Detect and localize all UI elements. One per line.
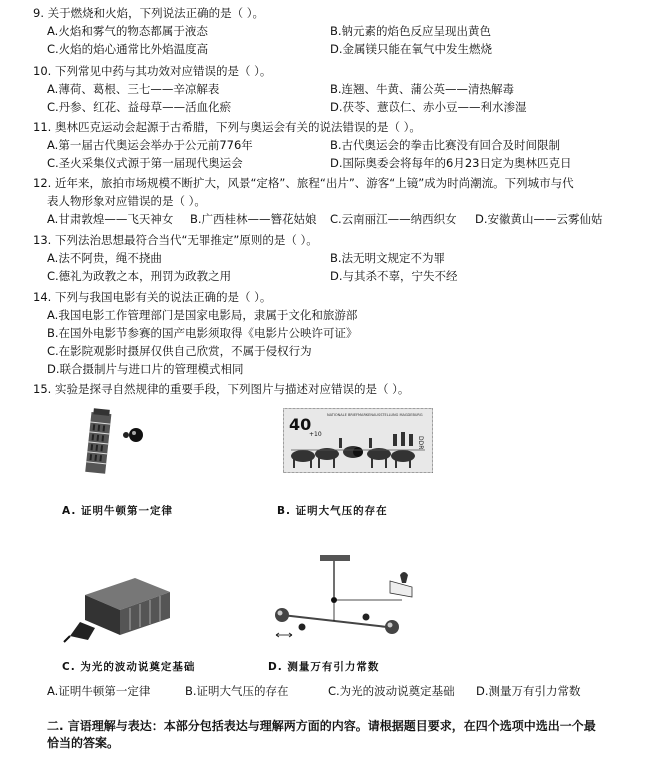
question-12-option-a: A.甘肃敦煌——飞天神女 xyxy=(47,212,174,226)
question-13-stem: 13. 下列法治思想最符合当代“无罪推定”原则的是（ ）。 xyxy=(33,233,318,247)
question-10-option-c: C.丹参、红花、益母草——活血化瘀 xyxy=(47,100,232,114)
stamp-value: 40 xyxy=(289,415,312,434)
section-2-heading-line1: 二. 言语理解与表达：本部分包括表达与理解两方面的内容。请根据题目要求，在四个选项中选出一个最 xyxy=(47,719,596,733)
figure-d-caption: D. 测量万有引力常数 xyxy=(268,661,380,673)
figure-a-leaning-tower xyxy=(68,405,158,475)
question-11-option-d: D.国际奥委会将每年的6月23日定为奥林匹克日 xyxy=(330,156,572,170)
figure-d-torsion-balance xyxy=(262,555,422,650)
question-11-option-b: B.古代奥运会的拳击比赛没有回合及时间限制 xyxy=(330,138,561,152)
question-9-stem: 9. 关于燃烧和火焰，下列说法正确的是（ ）。 xyxy=(33,6,265,20)
question-14-option-b: B.在国外电影节参赛的国产电影须取得《电影片公映许可证》 xyxy=(47,326,358,340)
question-11-option-a: A.第一届古代奥运会举办于公元前776年 xyxy=(47,138,253,152)
question-12-stem-line1: 12. 近年来，旅拍市场规模不断扩大，风景“定格”、旅程“出片”、游客“上镜”成为时尚潮流。下列城市与代 xyxy=(33,176,574,190)
stamp-text: NATIONALE BRIEFMARKENAUSSTELLUNG MAGDEBURG xyxy=(327,413,423,417)
figure-b-magdeburg-stamp xyxy=(283,408,433,473)
figure-c-double-slit-box xyxy=(60,570,190,650)
figure-c-caption: C. 为光的波动说奠定基础 xyxy=(62,661,196,673)
question-14-stem: 14. 下列与我国电影有关的说法正确的是（ ）。 xyxy=(33,290,272,304)
stamp-small-value: +10 xyxy=(309,431,322,438)
question-15-option-b: B.证明大气压的存在 xyxy=(185,684,289,698)
question-12-stem-line2: 表人物形象对应错误的是（ ）。 xyxy=(47,194,206,208)
question-13-option-c: C.德礼为政教之本，刑罚为政教之用 xyxy=(47,269,232,283)
question-9-option-c: C.火焰的焰心通常比外焰温度高 xyxy=(47,42,209,56)
question-10-option-d: D.茯苓、薏苡仁、赤小豆——利水渗湿 xyxy=(330,100,527,114)
question-10-option-a: A.薄荷、葛根、三七——辛凉解表 xyxy=(47,82,220,96)
figure-b-caption: B. 证明大气压的存在 xyxy=(277,505,388,517)
stamp-country: DDR xyxy=(417,436,424,450)
question-15-option-c: C.为光的波动说奠定基础 xyxy=(328,684,455,698)
question-10-option-b: B.连翘、牛黄、蒲公英——清热解毒 xyxy=(330,82,515,96)
question-15-stem: 15. 实验是探寻自然规律的重要手段，下列图片与描述对应错误的是（ ）。 xyxy=(33,382,410,396)
question-14-option-d: D.联合摄制片与进口片的管理模式相同 xyxy=(47,362,244,376)
question-14-option-c: C.在影院观影时摄屏仅供自己欣赏，不属于侵权行为 xyxy=(47,344,312,358)
question-9-option-d: D.金属镁只能在氧气中发生燃烧 xyxy=(330,42,493,56)
question-13-option-a: A.法不阿贵，绳不挠曲 xyxy=(47,251,162,265)
section-2-heading-line2: 恰当的答案。 xyxy=(47,736,120,750)
question-12-option-d: D.安徽黄山——云雾仙姑 xyxy=(475,212,603,226)
question-12-option-c: C.云南丽江——纳西织女 xyxy=(330,212,457,226)
question-15-option-d: D.测量万有引力常数 xyxy=(476,684,581,698)
question-14-option-a: A.我国电影工作管理部门是国家电影局，隶属于文化和旅游部 xyxy=(47,308,358,322)
question-13-option-b: B.法无明文规定不为罪 xyxy=(330,251,446,265)
question-9-option-a: A.火焰和雾气的物态都属于液态 xyxy=(47,24,208,38)
figure-a-caption: A. 证明牛顿第一定律 xyxy=(62,505,173,517)
question-11-stem: 11. 奥林匹克运动会起源于古希腊，下列与奥运会有关的说法错误的是（ ）。 xyxy=(33,120,421,134)
question-11-option-c: C.圣火采集仪式源于第一届现代奥运会 xyxy=(47,156,243,170)
question-9-option-b: B.钠元素的焰色反应呈现出黄色 xyxy=(330,24,492,38)
question-15-option-a: A.证明牛顿第一定律 xyxy=(47,684,151,698)
question-12-option-b: B.广西桂林——簪花姑娘 xyxy=(190,212,317,226)
question-10-stem: 10. 下列常见中药与其功效对应错误的是（ ）。 xyxy=(33,64,272,78)
question-13-option-d: D.与其杀不辜，宁失不经 xyxy=(330,269,458,283)
